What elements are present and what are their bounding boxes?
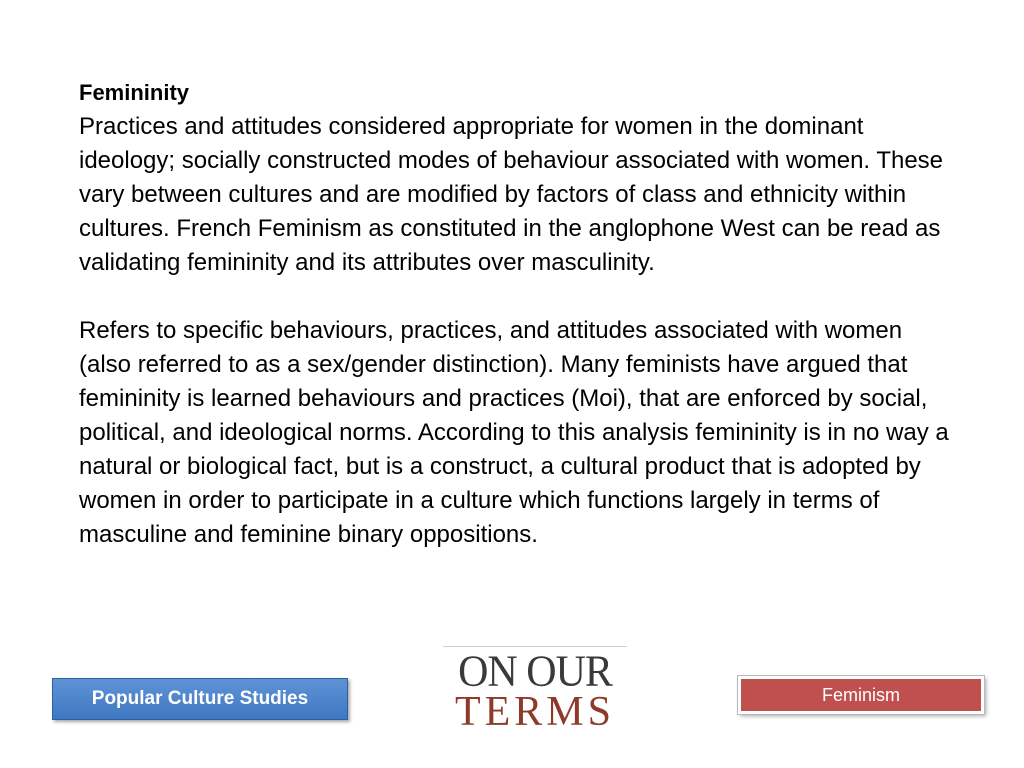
term-heading: Femininity bbox=[79, 80, 190, 105]
definition-paragraph-1: Practices and attitudes considered appropriate for women in the dominant ideology; socially constructed modes of behaviour associated with women. These vary between cultures and are modified by factors of class and ethnicity within cultures. French Feminism as constituted in the anglophone West can be read as validating femininity and its attributes over masculinity. bbox=[79, 113, 944, 276]
text-content bbox=[79, 76, 959, 552]
popular-culture-studies-button[interactable]: Popular Culture Studies bbox=[52, 678, 348, 720]
on-our-terms-logo bbox=[443, 646, 627, 736]
definition-paragraph-2: Refers to specific behaviours, practices, and attitudes associated with women (also referred to as a sex/gender distinction). Many feminists have argued that femininity is learned behaviours and practices (Moi), that are enforced by social, political, and ideological norms. According to this analysis femininity is in no way a natural or biological fact, but is a construct, a cultural product that is adopted by women in order to participate in a culture which functions largely in terms of masculine and feminine binary oppositions. bbox=[79, 317, 949, 548]
feminism-button[interactable]: Feminism bbox=[738, 676, 984, 714]
logo-text-bottom: TERMS bbox=[454, 689, 616, 735]
logo-text-top: ON OUR bbox=[458, 647, 612, 697]
